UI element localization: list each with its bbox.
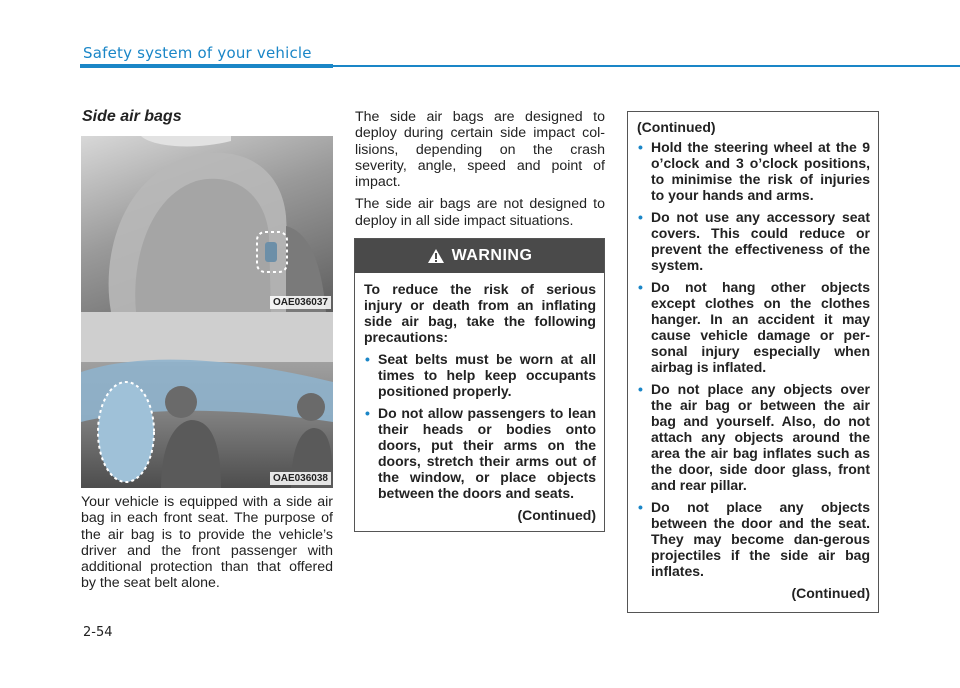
- page-number: 2-54: [83, 625, 113, 640]
- continued-heading: (Continued): [637, 119, 716, 135]
- figure-side-airbag-deployed: [81, 312, 333, 488]
- deployed-airbag-illustration: [81, 312, 333, 488]
- list-item: • Do not place any objects between the door and the seat. They may become dan-gerous projectiles if the side air bag inflates.: [637, 499, 870, 579]
- continued-label: (Continued): [517, 507, 596, 523]
- figure-side-airbag-seat: [81, 136, 333, 312]
- warning-triangle-icon: [427, 248, 445, 264]
- warning-continued-list: [637, 139, 870, 579]
- warning-body: [355, 273, 604, 523]
- warning-list: [364, 351, 596, 501]
- page-header-title: Safety system of your vehicle: [83, 44, 312, 62]
- paragraph: The side air bags are not designed to deploy in all side impact situations.: [355, 196, 605, 229]
- warning-header: [355, 239, 604, 273]
- warning-box: [354, 238, 605, 532]
- warning-intro: To reduce the risk of serious injury or death from an inflating side air bag, take the following precautions:: [364, 281, 596, 345]
- continued-label: (Continued): [791, 585, 870, 601]
- figure-label: OAE036037: [270, 296, 331, 309]
- seat-illustration: [81, 136, 333, 312]
- list-item: • Do not use any accessory seat covers. This could reduce or prevent the effectiveness of the system.: [637, 209, 870, 273]
- list-item: • Seat belts must be worn at all times to help keep occupants positioned properly.: [364, 351, 596, 399]
- figure-label: OAE036038: [270, 472, 331, 485]
- intro-paragraph: Your vehicle is equipped with a side air bag in each front seat. The purpose of the air bag is to provide the vehicle’s driver and the front passenger with additional protection than that offered by the seat belt alone.: [81, 494, 333, 592]
- warning-continued-body: [628, 112, 878, 601]
- list-item: • Do not allow passengers to lean their heads or bodies onto doors, put their arms on the doors, stretch their arms out of the window, or place objects between the doors and seats.: [364, 405, 596, 501]
- side-airbag-description: [355, 109, 605, 235]
- warning-continued-box: [627, 111, 879, 613]
- list-item: • Do not hang other objects except clothes on the clothes hanger. In an accident it may cause vehicle damage or per-sonal injury especially when airbag is inflated.: [637, 279, 870, 375]
- list-item: • Do not place any objects over the air bag or between the air bag and yourself. Also, do not attach any objects around the area the air bag inflates such as the door, side door glass, front and rear pillar.: [637, 381, 870, 493]
- paragraph: The side air bags are designed to deploy during certain side impact col-lisions, depending on the crash severity, angle, speed and point of impact.: [355, 109, 605, 191]
- section-title: Side air bags: [82, 108, 182, 125]
- header-rule-thin: [333, 65, 960, 67]
- list-item: • Hold the steering wheel at the 9 o’clock and 3 o’clock positions, to minimise the risk of injuries to your hands and arms.: [637, 139, 870, 203]
- header-rule-thick: [80, 64, 333, 68]
- warning-heading: WARNING: [451, 247, 533, 264]
